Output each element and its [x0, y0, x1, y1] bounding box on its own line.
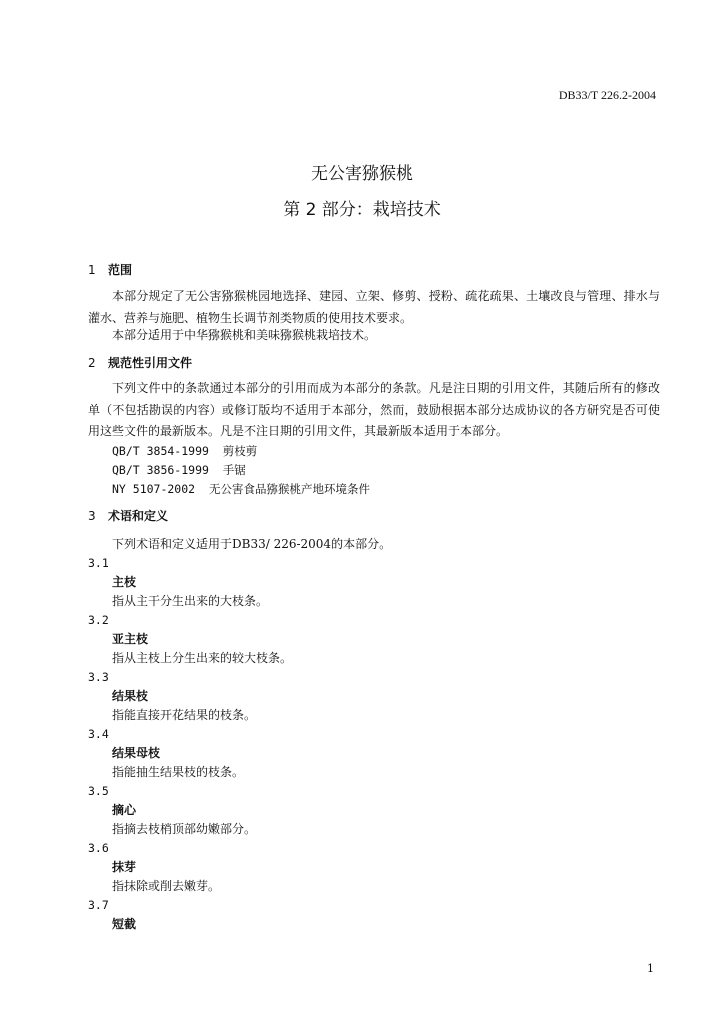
term-name: 短截	[112, 917, 137, 931]
term-name: 抹芽	[112, 860, 137, 874]
clause-number: 3.2	[88, 613, 109, 627]
clause-number: 3.4	[88, 727, 109, 741]
term-name: 摘心	[112, 803, 137, 817]
document-subtitle: 第 2 部分：栽培技术	[283, 200, 441, 220]
term-definition: 指能抽生结果枝的枝条。	[112, 765, 245, 779]
page-number: 1	[647, 962, 654, 975]
section-number: 3	[88, 509, 96, 523]
section-number: 2	[88, 356, 96, 370]
term-name: 亚主枝	[112, 632, 149, 646]
term-definition: 指抹除或削去嫩芽。	[112, 879, 221, 893]
section-2-paragraph: 下列文件中的条款通过本部分的引用而成为本部分的条款。凡是注日期的引用文件，其随后所有的修改单（不包括勘误的内容）或修订版均不适用于本部分，然而，鼓励根据本部分达成协议的各方研究是否可使用这些文件的最新版本。凡是不注日期的引用文件，其最新版本适用于本部分。	[88, 381, 660, 438]
term-definition: 指摘去枝梢顶部幼嫩部分。	[112, 822, 257, 836]
reference-item	[88, 460, 684, 480]
section-title: 范围	[108, 263, 133, 277]
section-title: 规范性引用文件	[108, 356, 193, 370]
section-3-intro: 下列术语和定义适用于DB33/ 226-2004的本部分。	[112, 537, 392, 551]
section-1-paragraph-2: 本部分适用于中华猕猴桃和美味猕猴桃栽培技术。	[112, 328, 377, 342]
section-3-heading	[88, 506, 660, 526]
reference-code: QB/T 3854-1999	[112, 444, 209, 458]
term-definition: 指能直接开花结果的枝条。	[112, 708, 257, 722]
reference-name: 手锯	[222, 463, 246, 477]
term-name: 主枝	[112, 575, 137, 589]
reference-item	[88, 479, 684, 499]
section-title: 术语和定义	[108, 509, 169, 523]
document-title: 无公害猕猴桃	[311, 164, 413, 184]
term-definition: 指从主干分生出来的大枝条。	[112, 594, 269, 608]
clause-number: 3.3	[88, 670, 109, 684]
clause-number: 3.6	[88, 841, 109, 855]
term-name: 结果母枝	[112, 746, 161, 760]
reference-code: QB/T 3856-1999	[112, 463, 209, 477]
reference-name: 剪枝剪	[222, 444, 258, 458]
reference-name: 无公害食品猕猴桃产地环境条件	[208, 482, 370, 496]
section-2-heading	[88, 353, 660, 373]
section-1-paragraph: 本部分规定了无公害猕猴桃园地选择、建园、立架、修剪、授粉、疏花疏果、土壤改良与管理、排水与灌水、营养与施肥、植物生长调节剂类物质的使用技术要求。	[88, 289, 660, 325]
term-name: 结果枝	[112, 689, 149, 703]
clause-number: 3.7	[88, 898, 109, 912]
reference-code: NY 5107-2002	[112, 482, 196, 496]
clause-number: 3.1	[88, 556, 109, 570]
term-definition: 指从主枝上分生出来的较大枝条。	[112, 651, 293, 665]
section-1-heading	[88, 260, 660, 280]
reference-item	[88, 441, 684, 461]
standard-code: DB33/T 226.2-2004	[558, 88, 656, 102]
section-number: 1	[88, 263, 96, 277]
clause-number: 3.5	[88, 784, 109, 798]
